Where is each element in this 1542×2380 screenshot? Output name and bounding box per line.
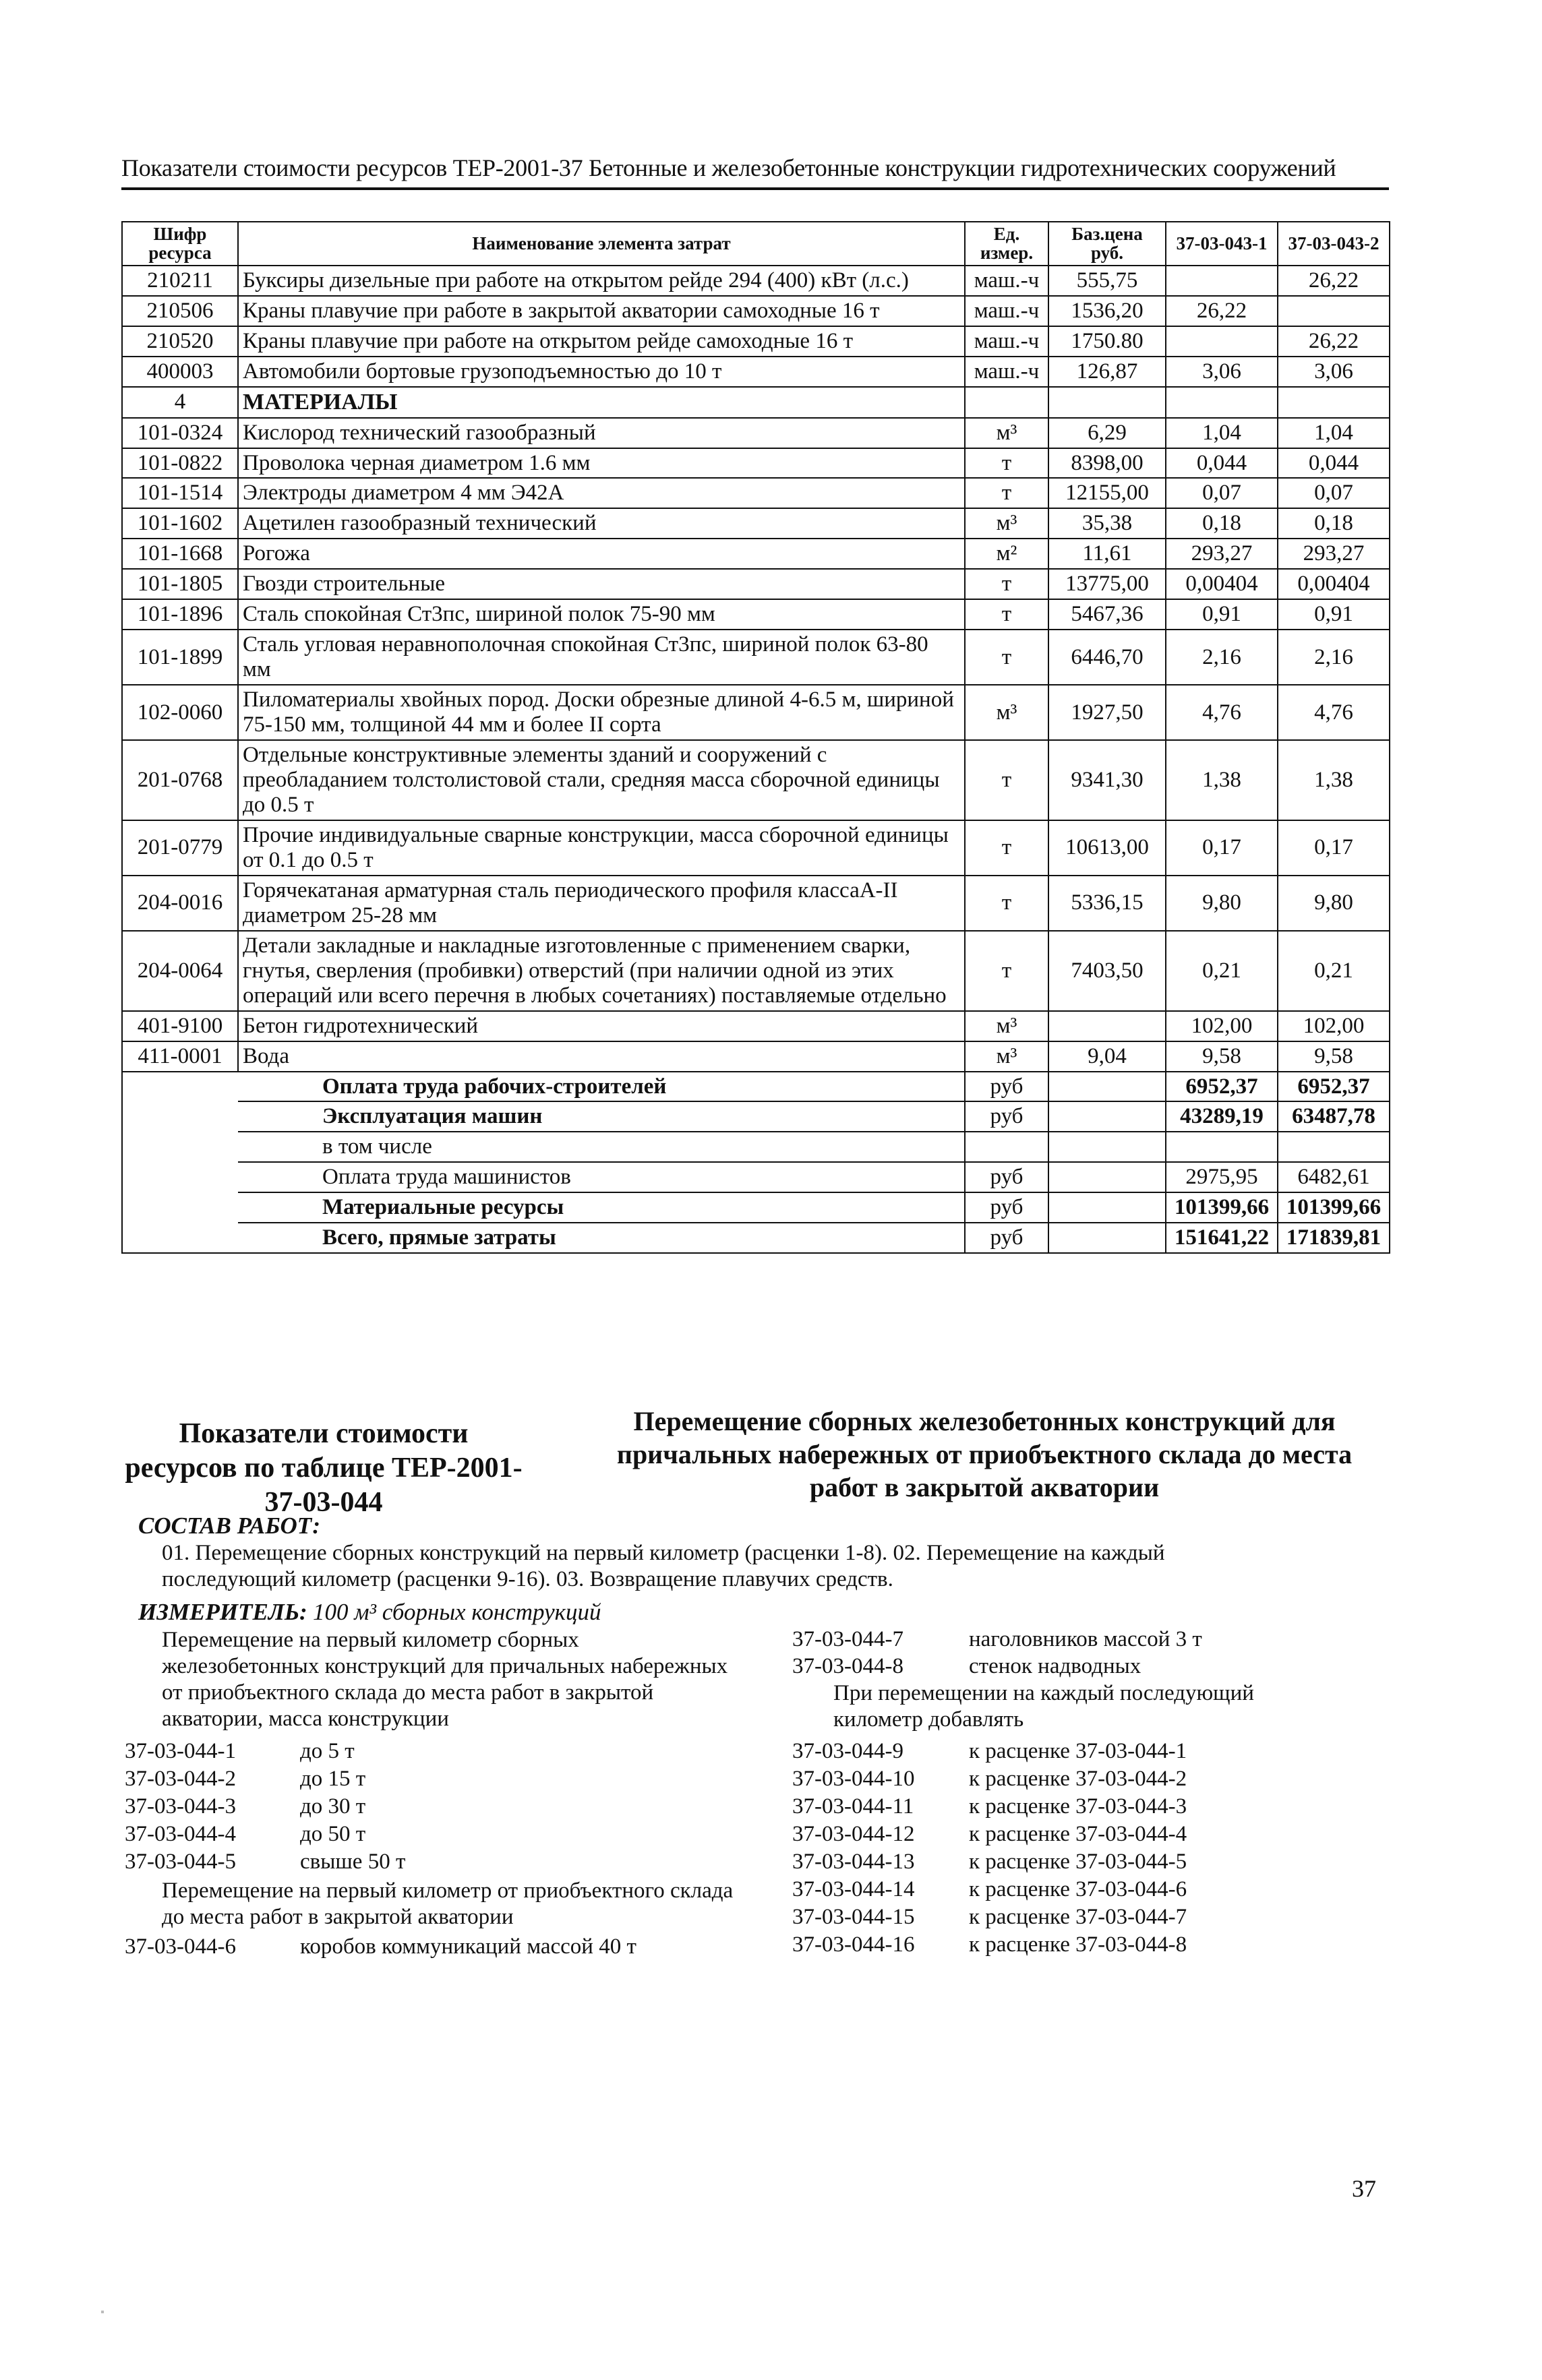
cell-price: 1750.80 bbox=[1048, 326, 1166, 357]
cell-v2: 3,06 bbox=[1278, 357, 1390, 387]
cell-v1 bbox=[1166, 266, 1278, 296]
list-item bbox=[125, 1767, 365, 1792]
cell-price: 1927,50 bbox=[1048, 685, 1166, 740]
total-spacer bbox=[122, 1192, 238, 1223]
total-name: Всего, прямые затраты bbox=[238, 1223, 965, 1253]
cell-code: 101-1514 bbox=[122, 478, 238, 508]
cell-unit: т bbox=[965, 630, 1048, 685]
cell-name: Отдельные конструктивные элементы зданий и сооружений с преобладанием толстолистовой стали, средняя масса сборочной единицы до 0.5 т bbox=[238, 740, 965, 820]
cell-unit: м³ bbox=[965, 1041, 1048, 1072]
cell-unit: т bbox=[965, 876, 1048, 931]
total-price bbox=[1048, 1192, 1166, 1223]
cell-code: 102-0060 bbox=[122, 685, 238, 740]
cell-v2: 0,91 bbox=[1278, 599, 1390, 630]
cell-unit: м³ bbox=[965, 1011, 1048, 1041]
table-row bbox=[122, 266, 1390, 296]
cell-unit: м² bbox=[965, 539, 1048, 569]
item-code: 37-03-044-2 bbox=[125, 1767, 236, 1791]
cell-unit: т bbox=[965, 569, 1048, 599]
total-unit bbox=[965, 1132, 1048, 1162]
item-code: 37-03-044-12 bbox=[792, 1822, 915, 1846]
cell-v2: 1,04 bbox=[1278, 418, 1390, 448]
cell-v1: 9,80 bbox=[1166, 876, 1278, 931]
cell-code: 201-0779 bbox=[122, 820, 238, 876]
item-code: 37-03-044-13 bbox=[792, 1850, 915, 1874]
item-code: 37-03-044-16 bbox=[792, 1932, 915, 1957]
cell-v1 bbox=[1166, 387, 1278, 418]
cell-price: 13775,00 bbox=[1048, 569, 1166, 599]
cell-price: 9341,30 bbox=[1048, 740, 1166, 820]
table-row bbox=[122, 539, 1390, 569]
work-text: 01. Перемещение сборных конструкций на первый километр (расценки 1-8). 02. Перемещение на каждый последующий километр (расценки 9-16). 03. Возвращение плавучих средств. bbox=[162, 1541, 1165, 1591]
table-total-row bbox=[122, 1162, 1390, 1192]
cell-v1: 0,00404 bbox=[1166, 569, 1278, 599]
cell-v1: 2,16 bbox=[1166, 630, 1278, 685]
cell-code: 210506 bbox=[122, 296, 238, 326]
table-row bbox=[122, 599, 1390, 630]
cell-v2: 26,22 bbox=[1278, 266, 1390, 296]
cell-unit: м³ bbox=[965, 508, 1048, 539]
cell-code: 210211 bbox=[122, 266, 238, 296]
cell-unit bbox=[965, 387, 1048, 418]
cell-price: 126,87 bbox=[1048, 357, 1166, 387]
total-name: Оплата труда рабочих-строителей bbox=[238, 1072, 965, 1102]
list-item bbox=[125, 1850, 405, 1874]
cell-v2: 0,00404 bbox=[1278, 569, 1390, 599]
cell-v2: 1,38 bbox=[1278, 740, 1390, 820]
table-total-row bbox=[122, 1101, 1390, 1132]
list-item bbox=[792, 1794, 1187, 1819]
item-code: 37-03-044-1 bbox=[125, 1739, 236, 1763]
item-text: к расценке 37-03-044-2 bbox=[969, 1767, 1187, 1791]
cell-price: 35,38 bbox=[1048, 508, 1166, 539]
total-v1: 151641,22 bbox=[1166, 1223, 1278, 1253]
cell-code: 4 bbox=[122, 387, 238, 418]
col-header-v1: 37-03-043-1 bbox=[1166, 222, 1278, 266]
table-row bbox=[122, 296, 1390, 326]
cell-name: Прочие индивидуальные сварные конструкции, масса сборочной единицы от 0.1 до 0.5 т bbox=[238, 820, 965, 876]
cell-v1: 0,044 bbox=[1166, 448, 1278, 479]
cell-v1: 0,18 bbox=[1166, 508, 1278, 539]
table-total-row bbox=[122, 1072, 1390, 1102]
item-text: до 5 т bbox=[300, 1739, 355, 1763]
cell-v1: 293,27 bbox=[1166, 539, 1278, 569]
item-code: 37-03-044-8 bbox=[792, 1654, 903, 1678]
cell-v1: 3,06 bbox=[1166, 357, 1278, 387]
total-name: Эксплуатация машин bbox=[238, 1101, 965, 1132]
cell-v2 bbox=[1278, 296, 1390, 326]
total-price bbox=[1048, 1101, 1166, 1132]
cell-price: 5467,36 bbox=[1048, 599, 1166, 630]
measure-value: 100 м³ сборных конструкций bbox=[312, 1599, 601, 1625]
resource-table bbox=[121, 221, 1390, 1254]
list-item bbox=[792, 1627, 1202, 1652]
item-code: 37-03-044-4 bbox=[125, 1822, 236, 1846]
cell-price: 9,04 bbox=[1048, 1041, 1166, 1072]
total-v2: 171839,81 bbox=[1278, 1223, 1390, 1253]
cell-name: Сталь угловая неравнополочная спокойная Ст3пс, шириной полок 63-80 мм bbox=[238, 630, 965, 685]
cell-v1: 0,07 bbox=[1166, 478, 1278, 508]
item-text: до 30 т bbox=[300, 1794, 366, 1819]
total-unit: руб bbox=[965, 1192, 1048, 1223]
cell-v1 bbox=[1166, 326, 1278, 357]
measure-heading: ИЗМЕРИТЕЛЬ: bbox=[138, 1599, 307, 1625]
item-code: 37-03-044-3 bbox=[125, 1794, 236, 1819]
total-price bbox=[1048, 1132, 1166, 1162]
cell-v1: 0,91 bbox=[1166, 599, 1278, 630]
total-spacer bbox=[122, 1072, 238, 1102]
list-item bbox=[792, 1654, 1141, 1679]
scan-speck bbox=[101, 2311, 104, 2313]
total-unit: руб bbox=[965, 1162, 1048, 1192]
cell-price bbox=[1048, 1011, 1166, 1041]
table-row bbox=[122, 630, 1390, 685]
cell-name: Рогожа bbox=[238, 539, 965, 569]
item-text: коробов коммуникаций массой 40 т bbox=[300, 1934, 636, 1959]
table-body bbox=[122, 266, 1390, 1254]
cell-code: 101-1602 bbox=[122, 508, 238, 539]
cell-name: Кислород технический газообразный bbox=[238, 418, 965, 448]
total-v2 bbox=[1278, 1132, 1390, 1162]
cell-name: Буксиры дизельные при работе на открытом рейде 294 (400) кВт (л.с.) bbox=[238, 266, 965, 296]
cell-price: 12155,00 bbox=[1048, 478, 1166, 508]
cell-unit: т bbox=[965, 448, 1048, 479]
total-v2: 6952,37 bbox=[1278, 1072, 1390, 1102]
table-total-row bbox=[122, 1192, 1390, 1223]
cell-name: Проволока черная диаметром 1.6 мм bbox=[238, 448, 965, 479]
cell-v1: 1,04 bbox=[1166, 418, 1278, 448]
cell-name: МАТЕРИАЛЫ bbox=[238, 387, 965, 418]
total-price bbox=[1048, 1223, 1166, 1253]
item-code: 37-03-044-14 bbox=[792, 1877, 915, 1901]
list-item bbox=[792, 1850, 1187, 1874]
cell-v2 bbox=[1278, 387, 1390, 418]
cell-code: 411-0001 bbox=[122, 1041, 238, 1072]
cell-name: Ацетилен газообразный технический bbox=[238, 508, 965, 539]
cell-v2: 102,00 bbox=[1278, 1011, 1390, 1041]
list-item bbox=[792, 1905, 1187, 1930]
item-code: 37-03-044-7 bbox=[792, 1627, 903, 1651]
cell-v2: 0,17 bbox=[1278, 820, 1390, 876]
cell-v1: 102,00 bbox=[1166, 1011, 1278, 1041]
item-text: к расценке 37-03-044-3 bbox=[969, 1794, 1187, 1819]
col-header-price: Баз.цена руб. bbox=[1048, 222, 1166, 266]
cell-v2: 2,16 bbox=[1278, 630, 1390, 685]
table-row bbox=[122, 1011, 1390, 1041]
cell-price: 7403,50 bbox=[1048, 931, 1166, 1011]
header-rule bbox=[121, 187, 1389, 190]
total-v1: 6952,37 bbox=[1166, 1072, 1278, 1102]
list-item bbox=[125, 1822, 365, 1847]
cell-code: 101-1899 bbox=[122, 630, 238, 685]
list-item bbox=[125, 1934, 636, 1959]
section-right-title: Перемещение сборных железобетонных конструкций для причальных набережных от приобъектного склада до места работ в закрытой акватории bbox=[616, 1406, 1353, 1502]
total-v2: 101399,66 bbox=[1278, 1192, 1390, 1223]
total-v2: 63487,78 bbox=[1278, 1101, 1390, 1132]
cell-unit: маш.-ч bbox=[965, 357, 1048, 387]
cell-v2: 293,27 bbox=[1278, 539, 1390, 569]
cell-price: 5336,15 bbox=[1048, 876, 1166, 931]
cell-unit: т bbox=[965, 740, 1048, 820]
cell-unit: маш.-ч bbox=[965, 296, 1048, 326]
item-code: 37-03-044-5 bbox=[125, 1850, 236, 1874]
cell-name: Электроды диаметром 4 мм Э42А bbox=[238, 478, 965, 508]
item-text: к расценке 37-03-044-5 bbox=[969, 1850, 1187, 1874]
cell-name: Краны плавучие при работе на открытом рейде самоходные 16 т bbox=[238, 326, 965, 357]
cell-v2: 9,58 bbox=[1278, 1041, 1390, 1072]
cell-price: 11,61 bbox=[1048, 539, 1166, 569]
total-v1: 43289,19 bbox=[1166, 1101, 1278, 1132]
cell-price: 6446,70 bbox=[1048, 630, 1166, 685]
list-item bbox=[792, 1877, 1187, 1902]
cell-code: 201-0768 bbox=[122, 740, 238, 820]
cell-v1: 0,21 bbox=[1166, 931, 1278, 1011]
table-row bbox=[122, 508, 1390, 539]
item-text: до 15 т bbox=[300, 1767, 366, 1791]
list-item bbox=[792, 1767, 1187, 1792]
cell-v2: 0,21 bbox=[1278, 931, 1390, 1011]
total-v2: 6482,61 bbox=[1278, 1162, 1390, 1192]
left-intro: Перемещение на первый километр сборных железобетонных конструкций для причальных набережных от приобъектного склада до места работ в закрытой акватории, масса конструкции bbox=[162, 1628, 728, 1731]
item-text: к расценке 37-03-044-4 bbox=[969, 1822, 1187, 1846]
cell-name: Гвозди строительные bbox=[238, 569, 965, 599]
item-text: к расценке 37-03-044-6 bbox=[969, 1877, 1187, 1901]
total-unit: руб bbox=[965, 1101, 1048, 1132]
item-code: 37-03-044-9 bbox=[792, 1739, 903, 1763]
cell-name: Горячекатаная арматурная сталь периодического профиля классаА-II диаметром 25-28 мм bbox=[238, 876, 965, 931]
right-intro: При перемещении на каждый последующий километр добавлять bbox=[833, 1681, 1254, 1732]
measure-line bbox=[138, 1598, 601, 1626]
table-row bbox=[122, 569, 1390, 599]
item-text: к расценке 37-03-044-1 bbox=[969, 1739, 1187, 1763]
table-row bbox=[122, 685, 1390, 740]
cell-unit: маш.-ч bbox=[965, 326, 1048, 357]
cell-v1: 9,58 bbox=[1166, 1041, 1278, 1072]
running-header: Показатели стоимости ресурсов ТЕР-2001-37 Бетонные и железобетонные конструкции гидротехнических сооружений bbox=[121, 154, 1336, 181]
cell-unit: маш.-ч bbox=[965, 266, 1048, 296]
total-name: Оплата труда машинистов bbox=[238, 1162, 965, 1192]
cell-name: Бетон гидротехнический bbox=[238, 1011, 965, 1041]
cell-unit: т bbox=[965, 599, 1048, 630]
total-price bbox=[1048, 1162, 1166, 1192]
table-total-row bbox=[122, 1223, 1390, 1253]
page-number: 37 bbox=[1352, 2175, 1376, 2202]
total-price bbox=[1048, 1072, 1166, 1102]
total-name: в том числе bbox=[238, 1132, 965, 1162]
table-row bbox=[122, 357, 1390, 387]
cell-code: 101-1805 bbox=[122, 569, 238, 599]
item-text: свыше 50 т bbox=[300, 1850, 406, 1874]
table-row bbox=[122, 326, 1390, 357]
total-spacer bbox=[122, 1132, 238, 1162]
cell-v1: 26,22 bbox=[1166, 296, 1278, 326]
table-row bbox=[122, 387, 1390, 418]
cell-price: 6,29 bbox=[1048, 418, 1166, 448]
cell-code: 204-0064 bbox=[122, 931, 238, 1011]
item-code: 37-03-044-11 bbox=[792, 1794, 914, 1819]
list-item bbox=[792, 1822, 1187, 1847]
total-v1 bbox=[1166, 1132, 1278, 1162]
item-text: наголовников массой 3 т bbox=[969, 1627, 1202, 1651]
col-header-code: Шифр ресурса bbox=[122, 222, 238, 266]
cell-v1: 0,17 bbox=[1166, 820, 1278, 876]
section-left-title: Показатели стоимости ресурсов по таблице ТЕР-2001-37-03-044 bbox=[125, 1418, 523, 1519]
cell-unit: т bbox=[965, 820, 1048, 876]
cell-price: 1536,20 bbox=[1048, 296, 1166, 326]
list-item bbox=[125, 1794, 365, 1819]
list-item bbox=[792, 1739, 1187, 1764]
work-heading: СОСТАВ РАБОТ: bbox=[138, 1513, 321, 1539]
cell-price: 10613,00 bbox=[1048, 820, 1166, 876]
item-text: к расценке 37-03-044-7 bbox=[969, 1905, 1187, 1929]
table-row bbox=[122, 876, 1390, 931]
table-row bbox=[122, 1041, 1390, 1072]
item-code: 37-03-044-15 bbox=[792, 1905, 915, 1929]
table-row bbox=[122, 740, 1390, 820]
table-row bbox=[122, 931, 1390, 1011]
table-row bbox=[122, 478, 1390, 508]
list-item bbox=[125, 1739, 355, 1764]
table-row bbox=[122, 820, 1390, 876]
cell-name: Вода bbox=[238, 1041, 965, 1072]
cell-unit: т bbox=[965, 931, 1048, 1011]
cell-v2: 26,22 bbox=[1278, 326, 1390, 357]
total-spacer bbox=[122, 1223, 238, 1253]
table-total-row bbox=[122, 1132, 1390, 1162]
item-code: 37-03-044-10 bbox=[792, 1767, 915, 1791]
total-name: Материальные ресурсы bbox=[238, 1192, 965, 1223]
cell-price: 8398,00 bbox=[1048, 448, 1166, 479]
cell-code: 101-1896 bbox=[122, 599, 238, 630]
list-item bbox=[792, 1932, 1187, 1957]
total-v1: 2975,95 bbox=[1166, 1162, 1278, 1192]
cell-unit: т bbox=[965, 478, 1048, 508]
cell-v2: 4,76 bbox=[1278, 685, 1390, 740]
col-header-v2: 37-03-043-2 bbox=[1278, 222, 1390, 266]
item-text: до 50 т bbox=[300, 1822, 366, 1846]
cell-code: 101-0324 bbox=[122, 418, 238, 448]
cell-unit: м³ bbox=[965, 418, 1048, 448]
left-intro-2: Перемещение на первый километр от приобъектного склада до места работ в закрытой акватории bbox=[162, 1879, 734, 1929]
cell-code: 204-0016 bbox=[122, 876, 238, 931]
total-spacer bbox=[122, 1162, 238, 1192]
cell-name: Пиломатериалы хвойных пород. Доски обрезные длиной 4-6.5 м, шириной 75-150 мм, толщиной 44 мм и более II сорта bbox=[238, 685, 965, 740]
cell-v2: 9,80 bbox=[1278, 876, 1390, 931]
total-spacer bbox=[122, 1101, 238, 1132]
cell-unit: м³ bbox=[965, 685, 1048, 740]
item-text: стенок надводных bbox=[969, 1654, 1141, 1678]
cell-name: Автомобили бортовые грузоподъемностью до 10 т bbox=[238, 357, 965, 387]
table-row bbox=[122, 418, 1390, 448]
cell-name: Краны плавучие при работе в закрытой акватории самоходные 16 т bbox=[238, 296, 965, 326]
cell-v1: 1,38 bbox=[1166, 740, 1278, 820]
cell-v2: 0,07 bbox=[1278, 478, 1390, 508]
col-header-unit: Ед. измер. bbox=[965, 222, 1048, 266]
cell-name: Детали закладные и накладные изготовленные с применением сварки, гнутья, сверления (пробивки) отверстий (при наличии одной из этих операций или всего перечня в любых сочетаниях) поставляемые отдельно bbox=[238, 931, 965, 1011]
item-code: 37-03-044-6 bbox=[125, 1934, 236, 1959]
table-header-row bbox=[122, 222, 1390, 266]
col-header-name: Наименование элемента затрат bbox=[238, 222, 965, 266]
total-unit: руб bbox=[965, 1072, 1048, 1102]
cell-code: 401-9100 bbox=[122, 1011, 238, 1041]
cell-price: 555,75 bbox=[1048, 266, 1166, 296]
cell-code: 101-0822 bbox=[122, 448, 238, 479]
cell-price bbox=[1048, 387, 1166, 418]
cell-v1: 4,76 bbox=[1166, 685, 1278, 740]
cell-code: 101-1668 bbox=[122, 539, 238, 569]
cell-name: Сталь спокойная Ст3пс, шириной полок 75-90 мм bbox=[238, 599, 965, 630]
table-row bbox=[122, 448, 1390, 479]
cell-code: 210520 bbox=[122, 326, 238, 357]
cell-v2: 0,044 bbox=[1278, 448, 1390, 479]
cell-v2: 0,18 bbox=[1278, 508, 1390, 539]
item-text: к расценке 37-03-044-8 bbox=[969, 1932, 1187, 1957]
total-v1: 101399,66 bbox=[1166, 1192, 1278, 1223]
total-unit: руб bbox=[965, 1223, 1048, 1253]
cell-code: 400003 bbox=[122, 357, 238, 387]
